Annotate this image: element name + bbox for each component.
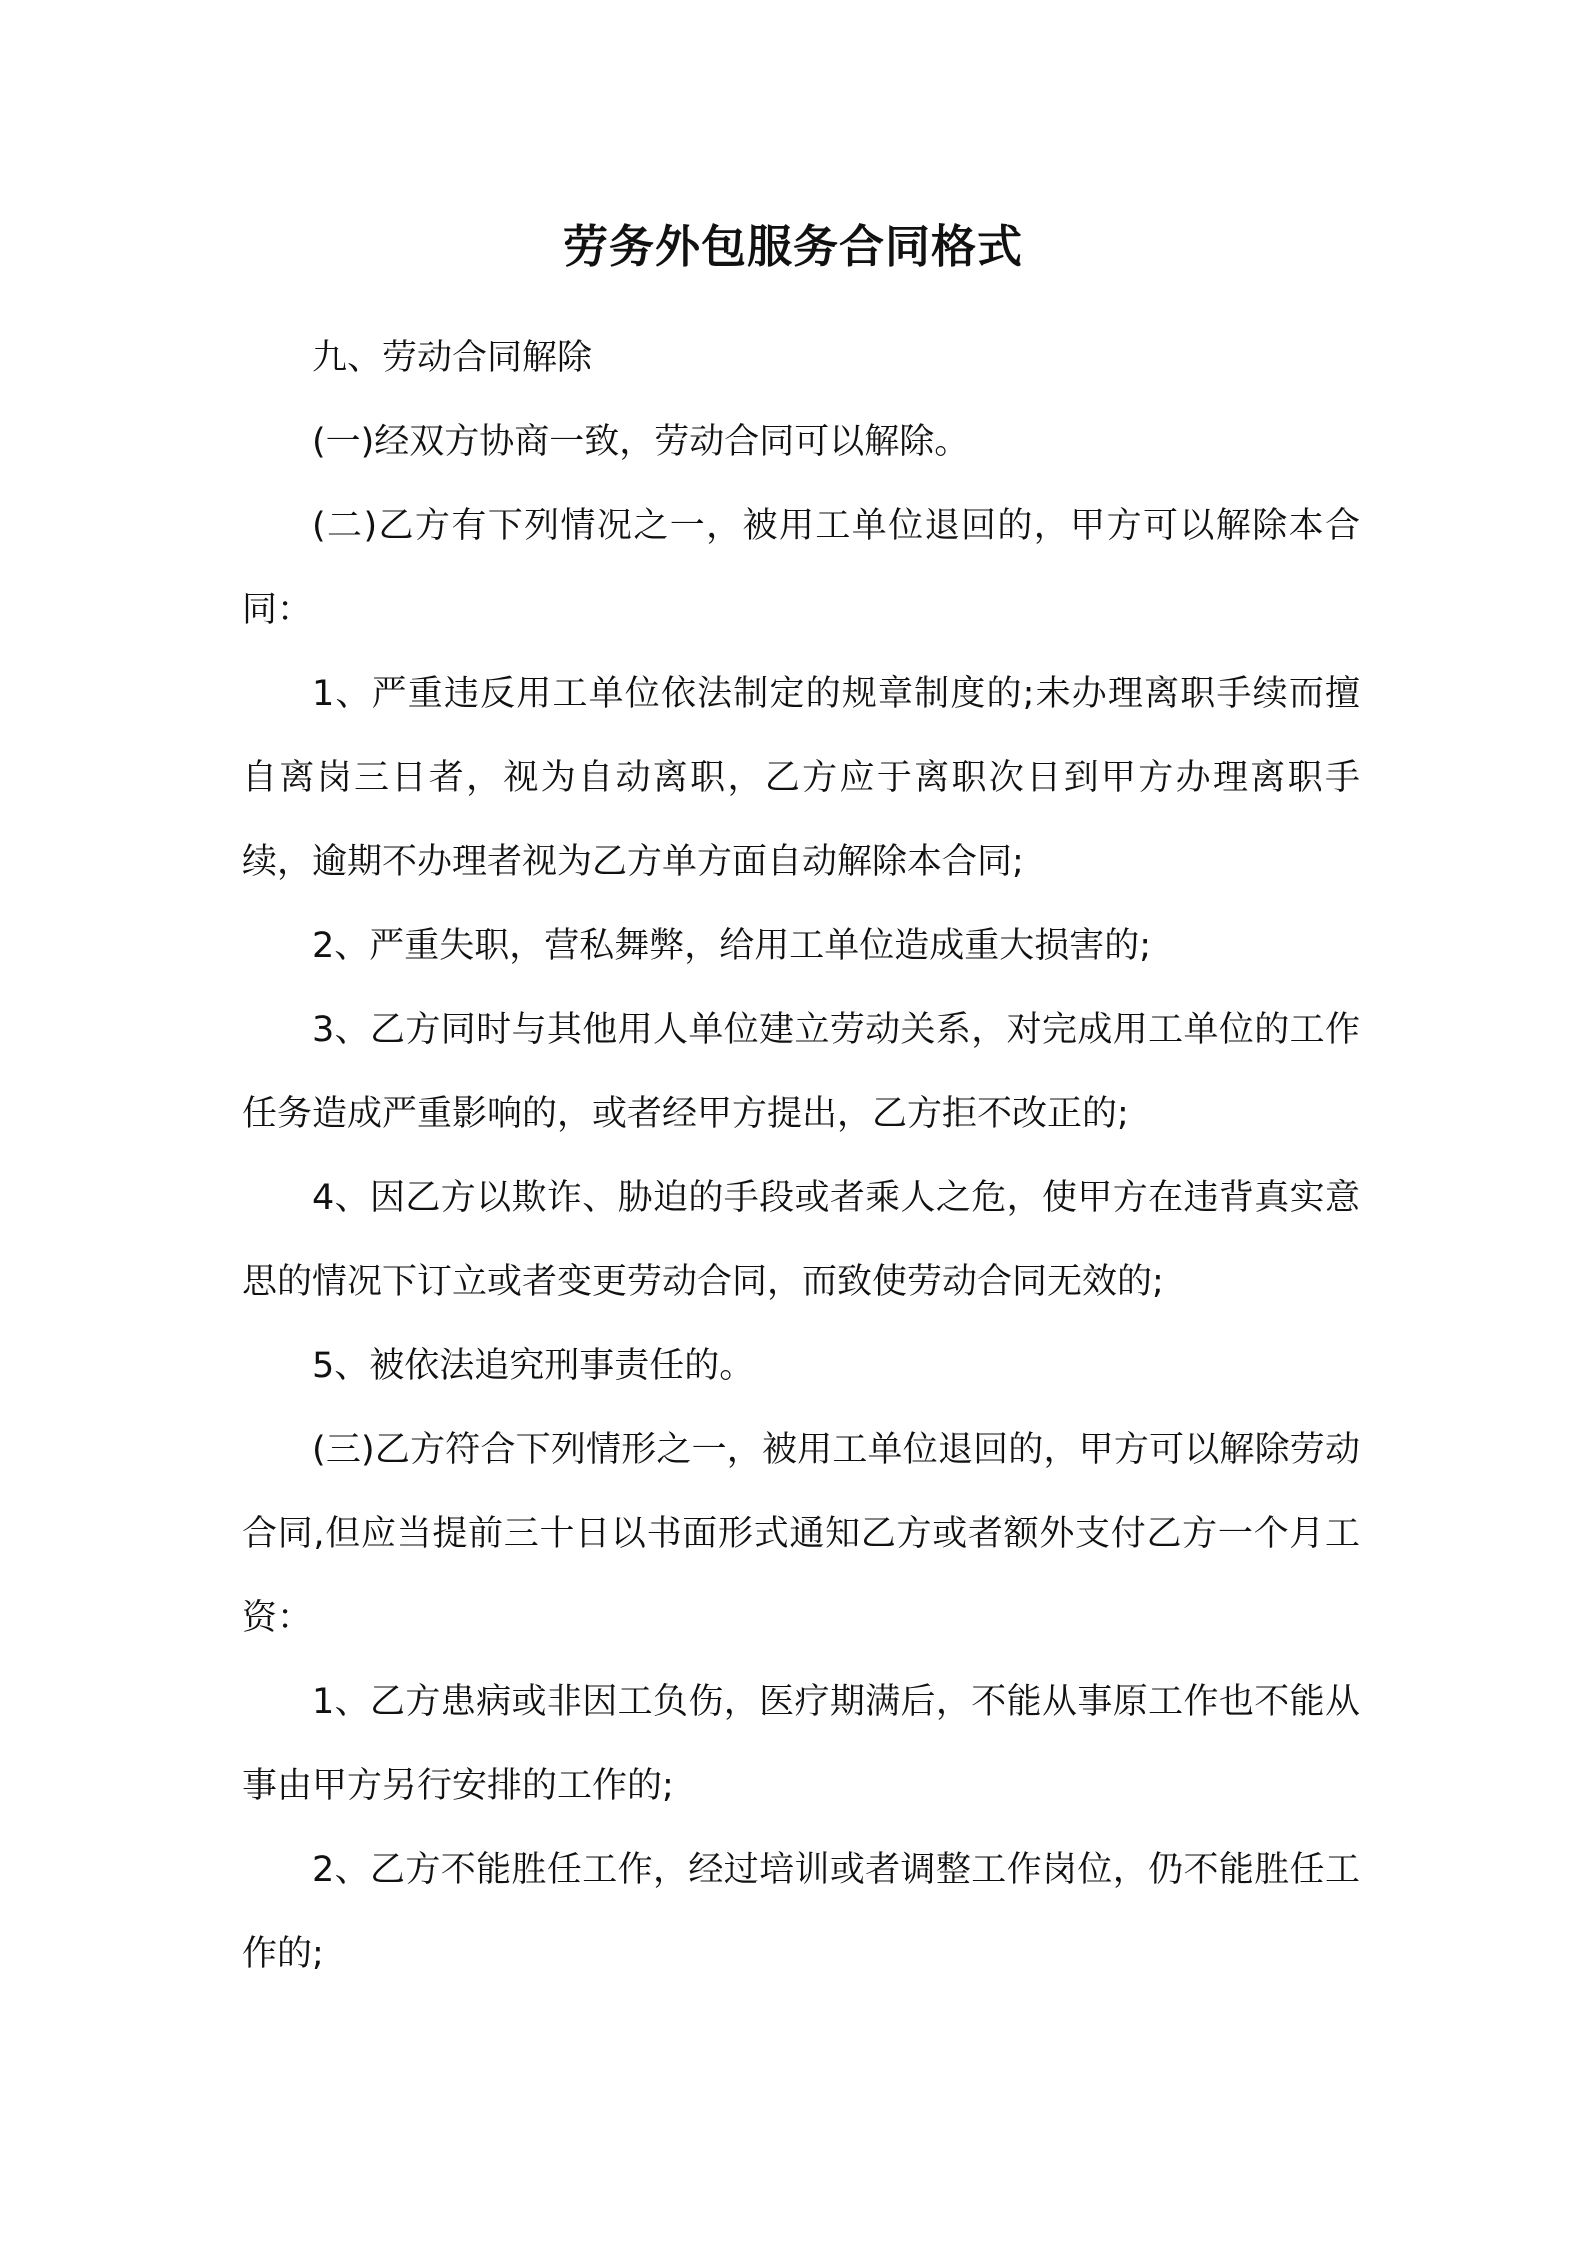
paragraph: (二)乙方有下列情况之一，被用工单位退回的，甲方可以解除本合同： bbox=[242, 506, 1360, 630]
list-item: 1、乙方患病或非因工负伤，医疗期满后，不能从事原工作也不能从事由甲方另行安排的工作的; bbox=[242, 1682, 1360, 1806]
paragraph: (一)经双方协商一致，劳动合同可以解除。 bbox=[312, 422, 970, 462]
list-item: 4、因乙方以欺诈、胁迫的手段或者乘人之危，使甲方在违背真实意思的情况下订立或者变更劳动合同，而致使劳动合同无效的; bbox=[242, 1178, 1360, 1302]
list-item: 2、乙方不能胜任工作，经过培训或者调整工作岗位，仍不能胜任工作的; bbox=[242, 1850, 1360, 1974]
list-item: 2、严重失职，营私舞弊，给用工单位造成重大损害的; bbox=[312, 926, 1152, 966]
section-heading: 九、劳动合同解除 bbox=[312, 338, 593, 378]
list-item: 3、乙方同时与其他用人单位建立劳动关系，对完成用工单位的工作任务造成严重影响的，或者经甲方提出，乙方拒不改正的; bbox=[242, 1010, 1360, 1134]
list-item: 5、被依法追究刑事责任的。 bbox=[312, 1346, 755, 1386]
paragraph: (三)乙方符合下列情形之一，被用工单位退回的，甲方可以解除劳动合同,但应当提前三十日以书面形式通知乙方或者额外支付乙方一个月工资： bbox=[242, 1430, 1360, 1638]
document-body bbox=[242, 316, 1360, 1996]
document-title: 劳务外包服务合同格式 bbox=[562, 220, 1023, 273]
list-item: 1、严重违反用工单位依法制定的规章制度的;未办理离职手续而擅自离岗三日者，视为自动离职，乙方应于离职次日到甲方办理离职手续，逾期不办理者视为乙方单方面自动解除本合同; bbox=[242, 674, 1360, 882]
